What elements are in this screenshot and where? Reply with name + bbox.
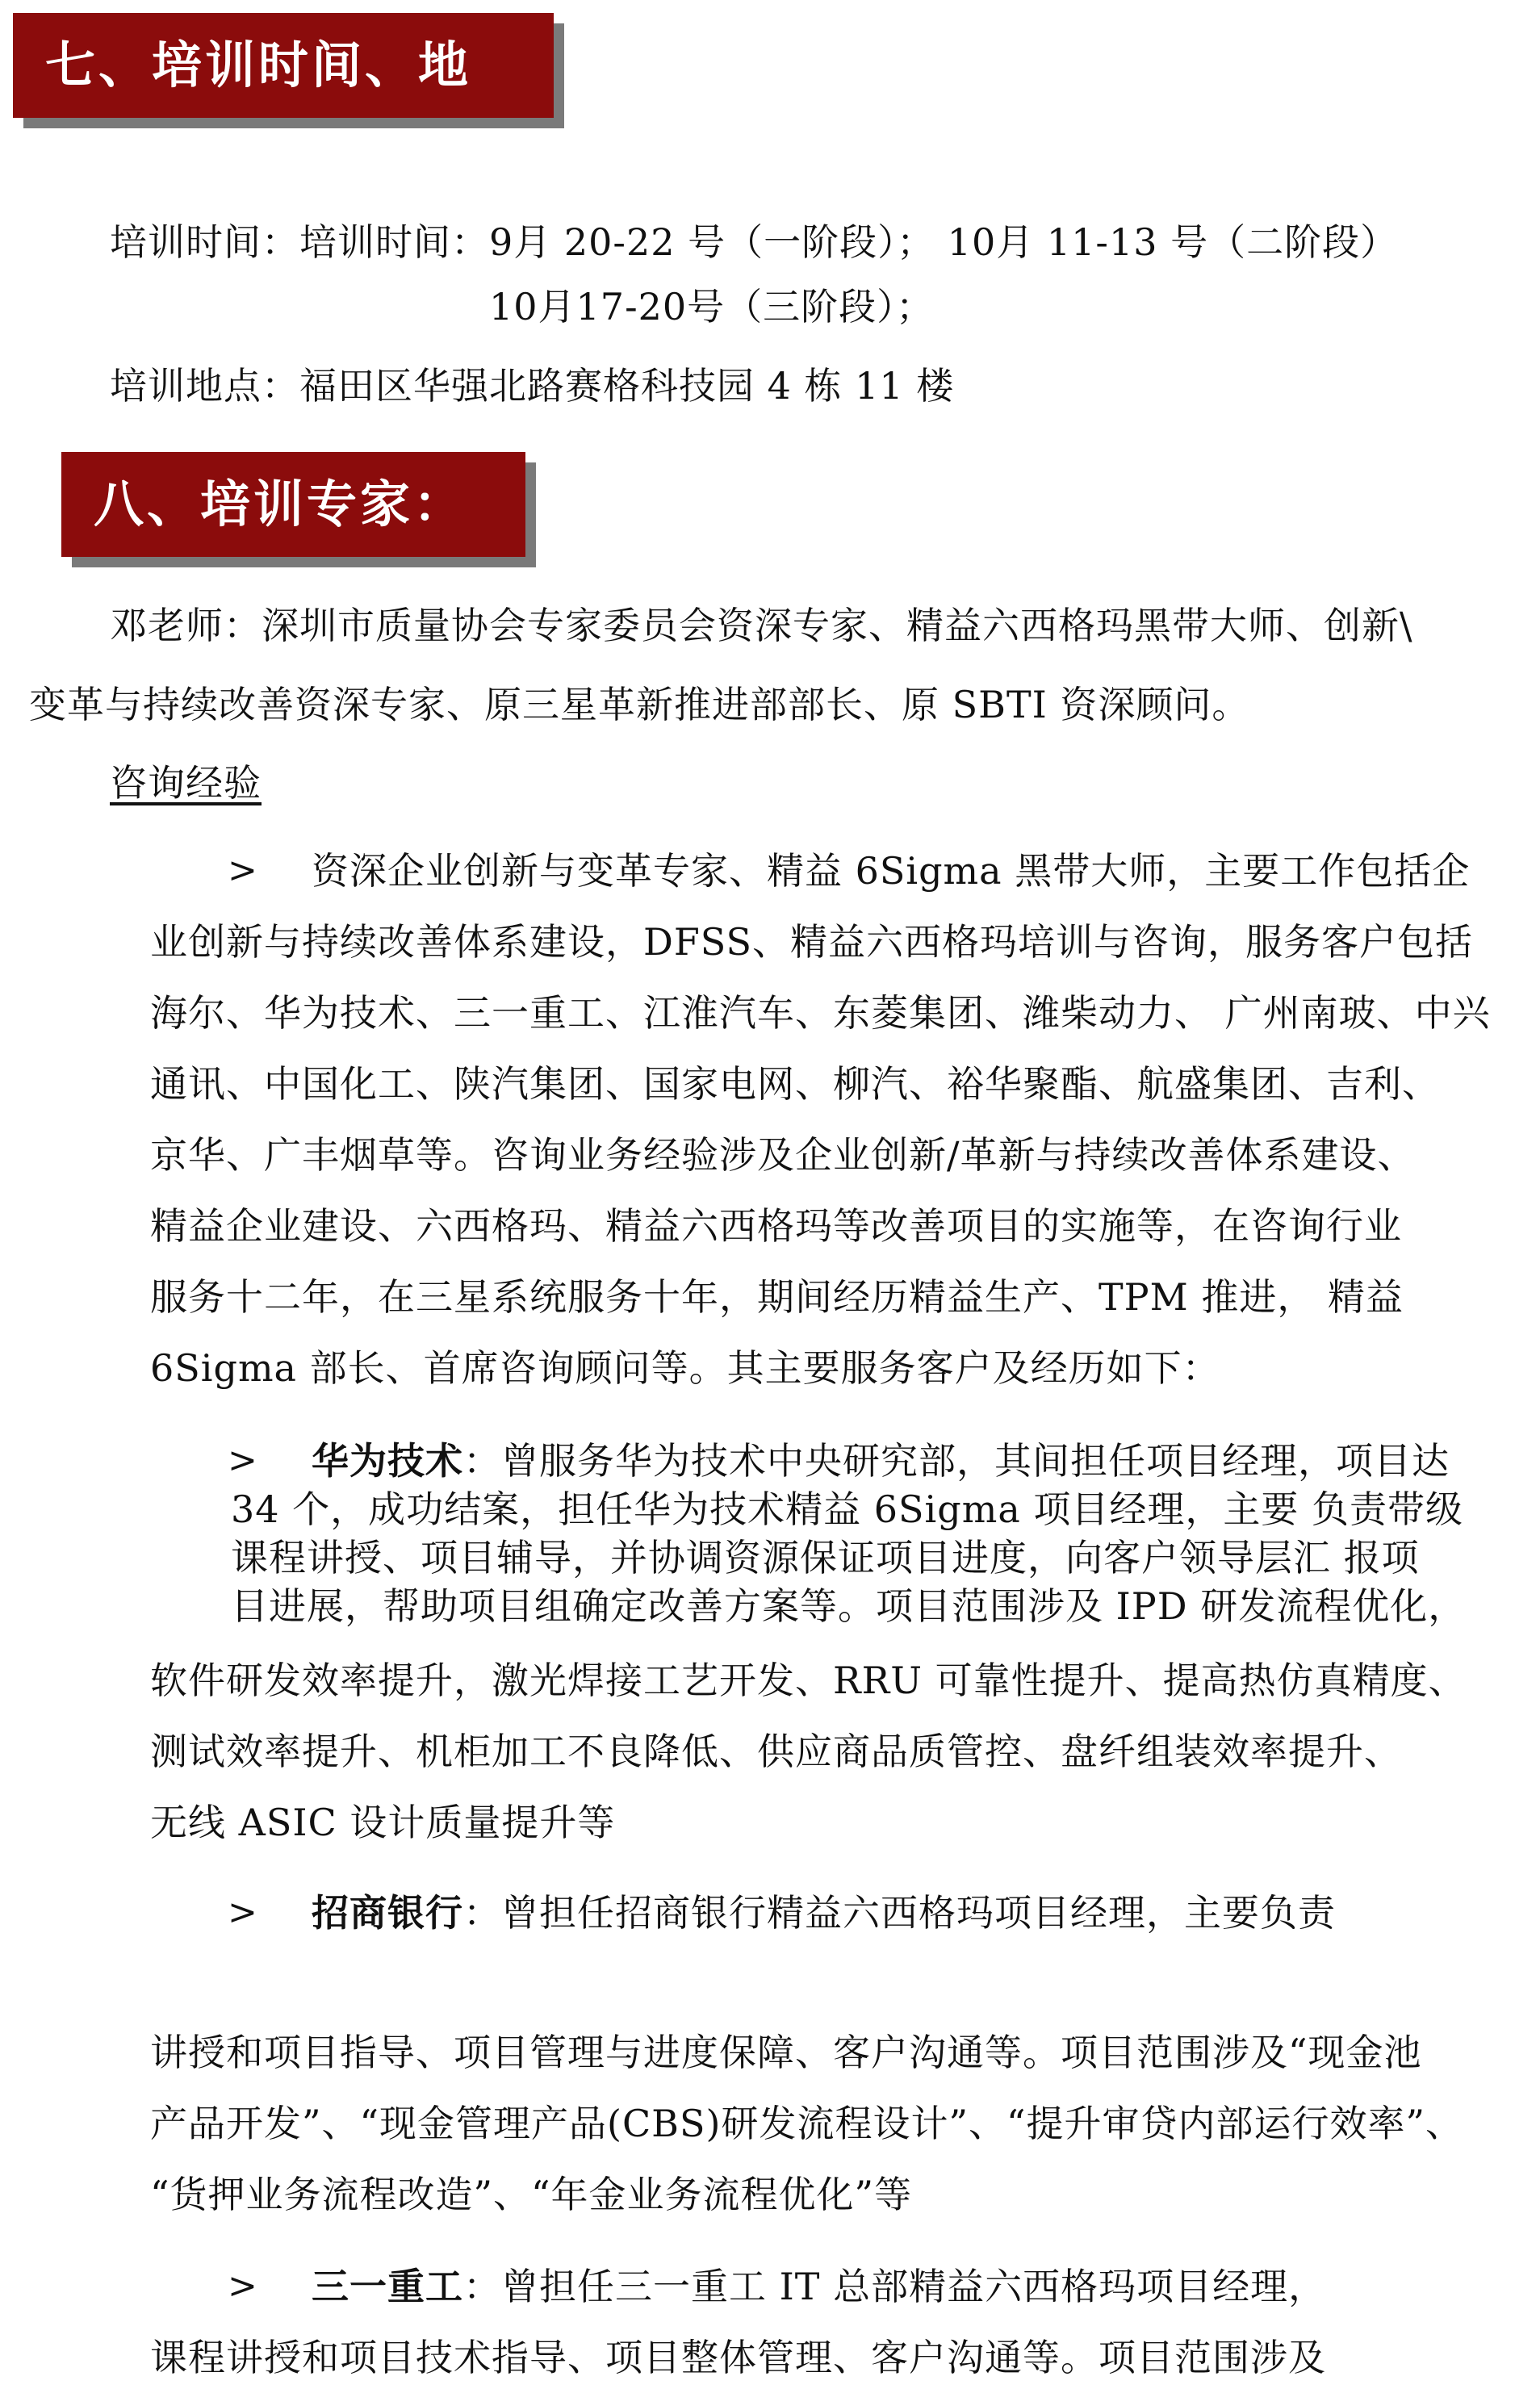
- bullet-marker: >: [228, 850, 257, 891]
- cmb-first-line: [312, 1889, 1336, 1937]
- expert-intro-line-1: 邓老师：深圳市质量协会专家委员会资深专家、精益六西格玛黑带大师、创新\: [110, 604, 1413, 647]
- cmb-line: 讲授和项目指导、项目管理与进度保障、客户沟通等。项目范围涉及“现金池: [150, 2031, 1422, 2074]
- para1-line: 通讯、中国化工、陕汽集团、国家电网、柳汽、裕华聚酯、航盛集团、吉利、: [150, 1062, 1440, 1106]
- huawei-line: 课程讲授、项目辅导，并协调资源保证项目进度，向客户领导层汇 报项: [231, 1536, 1420, 1579]
- huawei-line: 测试效率提升、机柜加工不良降低、供应商品质管控、盘纤组装效率提升、: [150, 1730, 1402, 1773]
- cmb-line: “货押业务流程改造”、“年金业务流程优化”等: [150, 2173, 913, 2216]
- para1-line: 精益企业建设、六西格玛、精益六西格玛等改善项目的实施等，在咨询行业: [150, 1204, 1402, 1248]
- section-8-title: 八、培训专家：: [94, 475, 467, 533]
- expert-intro-line-2: 变革与持续改善资深专家、原三星革新推进部部长、原 SBTI 资深顾问。: [29, 683, 1250, 726]
- para1-line: 6Sigma 部长、首席咨询顾问等。其主要服务客户及经历如下：: [150, 1346, 1220, 1390]
- huawei-first-text: ：曾服务华为技术中央研究部，其间担任项目经理，项目达: [463, 1439, 1450, 1483]
- section-8-banner: [61, 452, 525, 557]
- client-name-huawei: 华为技术: [312, 1439, 463, 1483]
- section-7-title: 七、培训时间、地点：: [45, 36, 472, 199]
- para1-line: 服务十二年，在三星系统服务十年，期间经历精益生产、TPM 推进， 精益: [150, 1275, 1404, 1319]
- consulting-experience-heading: 咨询经验: [110, 761, 262, 805]
- huawei-line: 34 个，成功结案，担任华为技术精益 6Sigma 项目经理，主要 负责带级: [231, 1487, 1464, 1531]
- huawei-line: 目进展，帮助项目组确定改善方案等。项目范围涉及 IPD 研发流程优化，: [231, 1584, 1467, 1628]
- huawei-line: 无线 ASIC 设计质量提升等: [150, 1801, 616, 1844]
- bullet-marker: >: [228, 1892, 257, 1933]
- para1-line: 资深企业创新与变革专家、精益 6Sigma 黑带大师，主要工作包括企: [312, 849, 1471, 893]
- bullet-marker: >: [228, 1440, 257, 1481]
- client-name-sany: 三一重工: [312, 2265, 463, 2308]
- para1-line: 京华、广丰烟草等。咨询业务经验涉及企业创新/革新与持续改善体系建设、: [150, 1133, 1416, 1177]
- bullet-marker: >: [228, 2266, 257, 2307]
- training-location: 培训地点：福田区华强北路赛格科技园 4 栋 11 楼: [110, 364, 955, 408]
- section-7-banner: [13, 13, 554, 199]
- training-time-line-1: 培训时间：培训时间：9月 20-22 号（一阶段）； 10月 11-13 号（二阶段）: [110, 220, 1399, 264]
- cmb-line: 产品开发”、“现金管理产品(CBS)研发流程设计”、“提升审贷内部运行效率”、: [150, 2102, 1463, 2145]
- huawei-line: 软件研发效率提升，激光焊接工艺开发、RRU 可靠性提升、提高热仿真精度、: [150, 1659, 1467, 1702]
- cmb-first-text: ：曾担任招商银行精益六西格玛项目经理，主要负责: [463, 1891, 1336, 1935]
- para1-line: 海尔、华为技术、三一重工、江淮汽车、东菱集团、潍柴动力、 广州南玻、中兴: [150, 991, 1491, 1035]
- client-name-cmb: 招商银行: [312, 1891, 463, 1935]
- para1-line: 业创新与持续改善体系建设，DFSS、精益六西格玛培训与咨询，服务客户包括: [150, 920, 1474, 964]
- sany-first-line: [312, 2262, 1326, 2311]
- sany-line: 课程讲授和项目技术指导、项目整体管理、客户沟通等。项目范围涉及: [150, 2336, 1326, 2379]
- sany-first-text: ：曾担任三一重工 IT 总部精益六西格玛项目经理，: [463, 2265, 1327, 2308]
- training-time-line-2: 10月17-20号（三阶段）；: [489, 285, 935, 328]
- huawei-first-line: [312, 1437, 1450, 1485]
